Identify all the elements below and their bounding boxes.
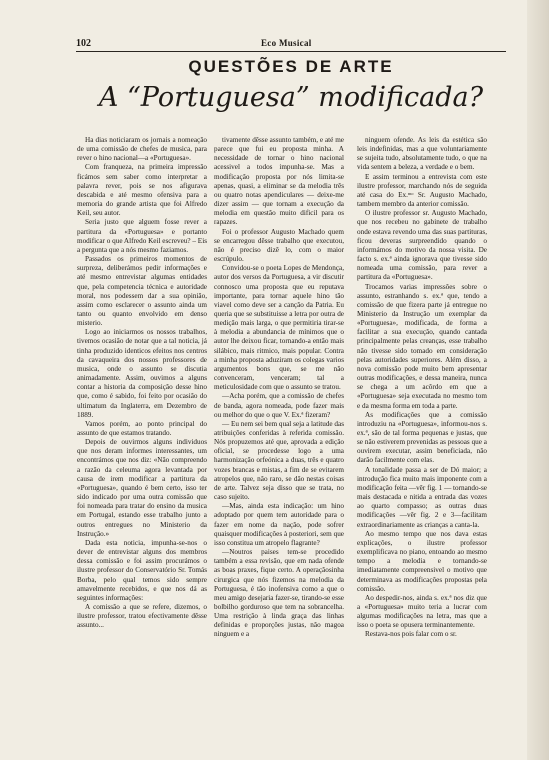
paragraph: —Noutros paises tem-se procedido também a essa revisão, que em nada ofende as boas praxes, fique certo. A operaçãosinha cirurgica que nós fizemos na melodia da Portuguesa, é tão inofensiva como a que o meu amigo desejaria fazer-se, tirando-se esse bolbilho gorduroso que tem na sobrancelha. Uma restrição à linda graça das linhas definidas e proporções justas, não magoa ninguem e a bbox=[214, 548, 344, 639]
paragraph: Passados os primeiros momentos de surpreza, deliberámos pedir informações e até mesmo entrevistar algumas entidades que, pela competencia técnica e autoridade moral, nos podessem dar a sua opinião, assim como esclarecer o assunto ainda um tanto ou quanto envolvido em denso misterio. bbox=[77, 255, 207, 328]
next-page-edge bbox=[527, 0, 549, 760]
paragraph: Foi o professor Augusto Machado quem se encarregou dêsse trabalho que executou, não é preciso dizê lo, com o maior escrúpulo. bbox=[214, 227, 344, 264]
page-number: 102 bbox=[76, 38, 91, 49]
paragraph: Convidou-se o poeta Lopes de Mendonça, autor dos versos da Portuguesa, a vir discutir connosco uma proposta que eu reputava importante, para tornar aquele hino tão viavel como deve ser a canção da Patria. Eu queria que se substituisse a letra por outra de medição mais larga, o que permitiria tirar-se à melodia a abundancia de mínimos que o autor lhe deixou ficar, tornando-a então mais silábico, mais ritmico, mais popular. Contra a minha proposta aduziram os colegas varios argumentos bons que, se me não convenceram, venceram; tal a meticulosidade com que o assunto se tratou. bbox=[214, 264, 344, 392]
journal-name: Eco Musical bbox=[261, 38, 312, 48]
paragraph: Com franqueza, na primeira impressão ficámos sem saber como interpretar a palavra rever, pois se nos afigurava descabida e até mesmo ofensiva para a memoria do grande artista que foi Alfredo Keil, seu autor. bbox=[77, 163, 207, 218]
paragraph: Ao mesmo tempo que nos dava estas explicações, o ilustre professor exemplificava no piano, entoando ao mesmo tempo a melodia e tornando-se imediatamente compreensivel o motivo que determinava as modificações propostas pela comissão. bbox=[357, 529, 487, 593]
article-title: A “Portuguesa” modificada? bbox=[98, 82, 484, 113]
paragraph: Trocamos varias impressões sobre o assunto, estranhando s. ex.ª que, tendo a comissão de que fizera parte já entregue no Ministerio da Instrução um exemplar da «Portuguesa», modificada, de forma a facilitar a sua execução, quando cantada principalmente pelas creanças, esse trabalho não tivesse sido tomado em consideração pelas autoridades superiores. Além disso, a nova comissão pode muito bem apresentar outras modificações, e dessa maneira, nunca se chega a um acôrdo em que a «Portuguesa» seja executada no mesmo tom e da mesma forma em toda a parte. bbox=[357, 282, 487, 410]
paragraph: Seria justo que alguem fosse rever a partitura da «Portuguesa» e portanto modificar o que Alfredo Keil escreveu? – Eis a pergunta que a nós mesmo faziamos. bbox=[77, 218, 207, 254]
paragraph: Ao despedir-nos, ainda s. ex.ª nos diz que a «Portuguesa» muito teria a lucrar com algumas modificações na letra, mas que a isso o poeta se opusera terminantemente. bbox=[357, 593, 487, 630]
paragraph: tivamente dêsse assunto também, e até me parece que fui eu proposta minha. A necessidade de tornar o hino nacional acessivel a todos impunha-se. Mas a modificação proposta por nós limita-se apenas, quasi, a eliminar se da melodia três ou quatro notas apendiculares — deixe-me dizer assim — que tornam a execução da melodia em questão muito dificil para os rapazes. bbox=[214, 136, 344, 227]
paragraph: Vamos porém, ao ponto principal do assunto de que estamos tratando. bbox=[77, 419, 207, 437]
paragraph: E assim terminou a entrevista com este ilustre professor, marchando nós de seguida até casa do Ex.ᵐᵒ Sr. Augusto Machado, tambem membro da anterior comissão. bbox=[357, 172, 487, 209]
paragraph: Depois de ouvirmos alguns individuos que nos deram informes interessantes, um encontrámos que nos diz: «Não compreendo a razão da celeuma agora levantada por causa de irem modificar a partitura da «Portuguesa», quando é bem certo, isso ter sido indicado por uma outra comissão que foi nomeada para tratar do ensino da musica em Portugal, estando esse trabalho junto a outros entregues no Ministerio da Instrução.» bbox=[77, 438, 207, 538]
paragraph: —Acha porém, que a comissão de chefes de banda, agora nomeada, pode fazer mais ou melhor do que o que V. Ex.ª fizeram? bbox=[214, 392, 344, 419]
paragraph: — Eu nem sei bem qual seja a latitude das atribuições conferidas à referida comissão. Nós propuzemos até que, aprovada a edição oficial, se procedesse logo a uma harmonização orfeónica a duas, três e quatro vozes brancas e mistas, a fim de se evitarem atropelos que, não raro, se dão nestas coisas de arte. Talvez seja disso que se trata, no caso sujeito. bbox=[214, 419, 344, 502]
text-column-3 bbox=[357, 136, 487, 746]
text-column-1 bbox=[77, 136, 207, 746]
paragraph: Dada esta noticia, impunha-se-nos o dever de entrevistar alguns dos membros dessa comissão e foi assim procurámos o ilustre professor do Conservatório Sr. Tomás Borba, pelo qual temos sido sempre amavelmente recebidos, e que nos dá as seguintes informações: bbox=[77, 538, 207, 602]
paragraph: As modificações que a comissão introduziu na «Portuguesa», informou-nos s. ex.ª, são de tal forma pequenas e justas, que se não estiverem prevenidas as pessoas que a ouvirem executar, assim beneficiada, não darão facilmente com elas. bbox=[357, 410, 487, 465]
header-rule bbox=[76, 51, 506, 52]
page-header bbox=[76, 38, 506, 50]
paragraph: Logo ao iniciarmos os nossos trabalhos, tivemos ocasião de notar que a tal noticia, já tinha produzido identicos efeitos nos centros da cavaqueira dos nossos professores de musica, onde o assunto se discutia animadamente. Assim, ouvimos a alguns contar a historia da composição desse hino que, como é sabido, foi feito por ocasião do ultimatum da Inglaterra, em Dezembro de 1889. bbox=[77, 328, 207, 419]
paragraph: Restava-nos pois falar com o sr. bbox=[365, 630, 457, 639]
paragraph: A tonalidade passa a ser de Dó maior; a introdução fica muito mais imponente com a modificação feita —vêr fig. 1 — tornando-se mais destacada e nitida a entrada das vozes ao quarto compasso; as outras duas modificações —vêr fig. 2 e 3—facilitam extraordinariamente as crianças a canta-la. bbox=[357, 465, 487, 529]
paragraph: O ilustre professor sr. Augusto Machado, que nos recebeu no gabinete de trabalho onde estava revendo uma das suas partituras, ficou deveras surpreendido quando o informámos do motivo da nossa visita. De facto s. ex.ª ainda ignorava que tivesse sido nomeada uma comissão, para rever a partitura da «Portuguesa». bbox=[357, 209, 487, 282]
paragraph: Ha dias noticiaram os jornais a nomeação de uma comissão de chefes de musica, para rever o hino nacional—a «Portuguesa». bbox=[77, 136, 207, 163]
section-title: QUESTÕES DE ARTE bbox=[188, 57, 394, 76]
paragraph: ninguem ofende. As leis da estética são leis indefinidas, mas a que voluntariamente se sujeita tudo, absolutamente tudo, o que na vida sentem a beleza, a verdade e o bem. bbox=[357, 136, 487, 172]
text-column-2 bbox=[214, 136, 344, 746]
paragraph: —Mas, ainda esta indicação: um hino adoptado por quem tem autoridade para o fazer em nome da nação, pode sofrer quaisquer modificações à posteriori, sem que isso constitua um atropelo flagrante? bbox=[214, 502, 344, 547]
paragraph: A comissão a que se refere, dizemos, o ilustre professor, tratou efectivamente dêsse assunto... bbox=[77, 602, 207, 630]
